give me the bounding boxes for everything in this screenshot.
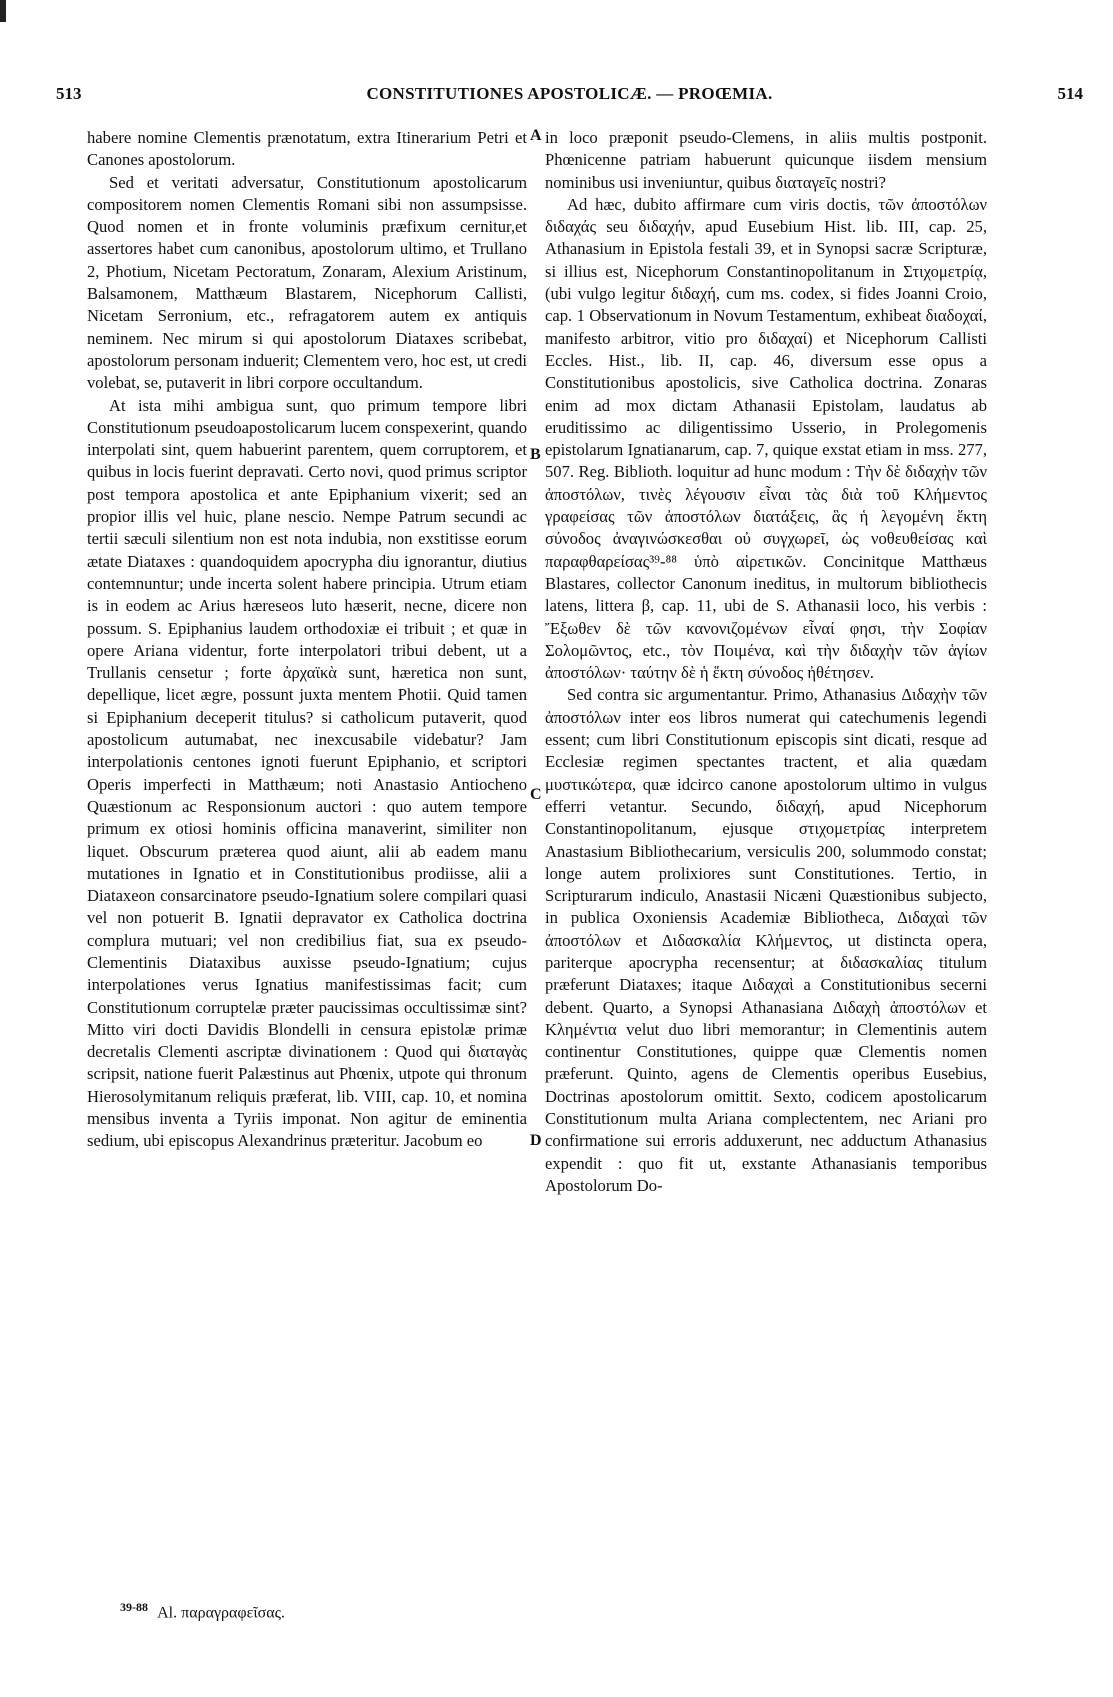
running-title: CONSTITUTIONES APOSTOLICÆ. — PROŒMIA. <box>366 84 773 103</box>
margin-marker-d: D <box>530 1132 542 1149</box>
margin-marker-b: B <box>530 446 541 463</box>
page-header <box>56 84 1083 110</box>
margin-marker-a: A <box>530 127 542 144</box>
margin-marker-c: C <box>530 786 542 803</box>
page-number-right: 514 <box>1057 84 1083 103</box>
footnote <box>120 1600 285 1622</box>
scan-edge <box>0 0 6 22</box>
paragraph: At ista mihi ambigua sunt, quo primum tempore libri Constitutionum pseudoapostolicarum lucem conspexerint, quando interpolati sint, quem habuerint parentem, quem corruptorem, et quibus in locis fuerint depravati. Certo novi, quod primus scriptor post tempora apostolica et ante Epiphanium vixerit; sed an propior illis vel huic, plane nescio. Nempe Patrum secundi ac tertii sæculi silentium non est nota indubia, non exstitisse eorum ætate Diataxes : quandoquidem apocrypha diu ignorantur, diutius contemnuntur; unde incerta solent habere principia. Utrum etiam is in eodem ac Arius hæreseos luto hæserit, necne, dicere non possum. S. Epiphanius laudem orthodoxiæ ei tribuit ; et quæ in opere Ariana videntur, forte interpolatori tribui debent, ut a Trullanis censetur ; forte ἀρχαϊκὰ sunt, hæretica non sunt, depellique, licet ægre, possunt juxta mentem Photii. Quid tamen si Epiphanium deceperit titulus? si catholicum putaverit, quod apostolicum autumabat, nec inexcusabile videbatur? Jam interpolationis centones ignoti fuerunt Epiphanio, et scriptori Operis imperfecti in Matthæum; noti Anastasio Antiocheno Quæstionum ac Responsionum auctori : quo autem tempore primum ex otiosi hominis officina manaverint, similiter non liquet. Obscurum præterea quod aiunt, alii ab eadem manu mutationes in Ignatio et in Constitutionibus prodiisse, alii a Diataxeon consarcinatore pseudo-Ignatium solere compilari quasi vel non potuerit B. Ignatii depravator ex Catholica doctrina complura mutuari; vel non credibilius fiat, sua ex pseudo-Clementinis Diataxibus auxisse pseudo-Ignatium; cujus interpolationes verus Ignatius manifestissimas facit; cum Constitutionum corruptelæ præter paucissimas occultissimæ sint? Mitto viri docti Davidis Blondelli in censura epistolæ primæ decretalis Clementi ascriptæ divinationem : Quod qui διαταγὰς scripsit, natione fuerit Palæstinus aut Phœnix, utpote qui thronum Hierosolymitanum reliquis præferat, lib. VIII, cap. 10, et nomina mensibus inventa a Tyriis imponat. Non agitur de eminentia sedium, ubi episcopus Alexandrinus præteritur. Jacobum eo <box>87 395 527 1151</box>
paragraph: Sed contra sic argumentantur. Primo, Athanasius Διδαχὴν τῶν ἀποστόλων inter eos libros numerat qui catechumenis legendi essent; cum libri Constitutionum episcopis sint dicati, resque ad Ecclesiæ regimen spectantes tractent, et alia quædam μυστικώτερα, quæ idcirco canone apostolorum ultimo in vulgus efferri vetantur. Secundo, διδαχή, apud Nicephorum Constantinopolitanum, ejusque στιχομετρίας interpretem Anastasium Bibliothecarium, versiculis 200, solummodo constat; longe autem prolixiores sunt Constitutiones. Tertio, in Scripturarum indiculo, Anastasii Nicæni Quæstionibus subjecto, in publica Oxoniensis Academiæ Bibliotheca, Διδαχαὶ τῶν ἀποστόλων et Διδασκαλία Κλήμεντος, ut distincta opera, pariterque apocrypha recensentur; at διδασκαλίας titulum præferunt Diataxes; itaque Διδαχαὶ a Constitutionibus secerni debent. Quarto, a Synopsi Athanasiana Διδαχὴ ἀποστόλων et Κλημέντια velut duo libri memorantur; in Clementinis autem continentur Constitutiones, quippe quæ Clementis nomen præferunt. Quinto, agens de Clementis operibus Eusebius, Doctrinas apostolorum omittit. Sexto, codicem apostolicarum Constitutionum multa Ariana complectentem, nec Ariani pro confirmatione sui erroris adduxerunt, nec adductum Athanasius expendit : quo fit ut, exstante Athanasianis temporibus Apostolorum Do- <box>545 685 987 1195</box>
footnote-text: Al. παραγραφεῖσας. <box>157 1604 285 1622</box>
paragraph: Ad hæc, dubito affirmare cum viris doctis, τῶν ἀποστόλων διδαχάς seu διδαχήν, apud Eusebium Hist. lib. III, cap. 25, Athanasium in Epistola festali 39, et in Synopsi sacræ Scripturæ, si illius est, Nicephorum Constantinopolitanum in Στιχομετρίᾳ, (ubi vulgo legitur διδαχή, cum ms. codex, si fides Joanni Croio, cap. 1 Observationum in Novum Testamentum, exhibeat διαδοχαί, manifesto arbitror, vitio pro διδαχαί) et Nicephorum Callisti Eccles. Hist., lib. II, cap. 46, diversum esse opus a Constitutionibus apostolicis, sive Catholica doctrina. Zonaras enim ad mox dictam Athanasii Epistolam, laudatus ab eruditissimo ac diligentissimo Usserio, in Prolegomenis epistolarum Ignatianarum, cap. 7, quique exstat etiam in mss. 277, 507. Reg. Biblioth. loquitur ad hunc modum : Τὴν δὲ διδαχὴν τῶν ἀποστόλων, τινὲς λέγουσιν εἶναι τὰς διὰ τοῦ Κλήμεντος γραφείσας τῶν ἀποστόλων διατάξεις, ἃς ἡ λεγομένη ἕκτη σύνοδος ἀναγινώσκεσθαι οὐ συγχωρεῖ, ὡς νοθευθείσας καὶ παραφθαρείσας³⁹-⁸⁸ ὑπὸ αἱρετικῶν. Concinitque Matthæus Blastares, collector Canonum ineditus, in multorum bibliothecis latens, littera β, cap. 11, ubi de S. Athanasii loco, his verbis : Ἔξωθεν δὲ τῶν κανονιζομένων εἶναί φησι, τὴν Σοφίαν Σολομῶντος, etc., τὸν Ποιμένα, καὶ τὴν διδαχὴν τῶν ἁγίων ἀποστόλων· ταύτην δὲ ἡ ἕκτη σύνοδος ἠθέτησεν. <box>545 194 987 683</box>
right-column <box>545 127 987 1197</box>
footnote-mark: 39-88 <box>120 1600 148 1614</box>
paragraph: habere nomine Clementis prænotatum, extra Itinerarium Petri et Canones apostolorum. <box>87 128 527 170</box>
paragraph: Sed et veritati adversatur, Constitutionum apostolicarum compositorem nomen Clementis Romani sibi non assumpsisse. Quod nomen et in fronte voluminis præfixum cernitur,et assertores habet cum canonibus, apostolorum ultimo, et Trullano 2, Photium, Nicetam Pectoratum, Zonaram, Alexium Aristinum, Balsamonem, Matthæum Blastarem, Nicephorum Callisti, Nicetam Serronium, etc., refragatorem autem ex antiquis neminem. Nec mirum si qui apostolorum Diataxes scribebat, apostolorum personam induerit; Clementem vero, hoc est, ut credi volebat, se, putaverit in libri corpore occultandum. <box>87 172 527 393</box>
page-number-left: 513 <box>56 84 82 103</box>
paragraph: in loco præponit pseudo-Clemens, in aliis multis postponit. Phœnicenne patriam habuerunt quicunque iisdem mensium nominibus usi inveniuntur, quibus διαταγεῖς nostri? <box>545 128 987 192</box>
left-column <box>87 127 527 1153</box>
